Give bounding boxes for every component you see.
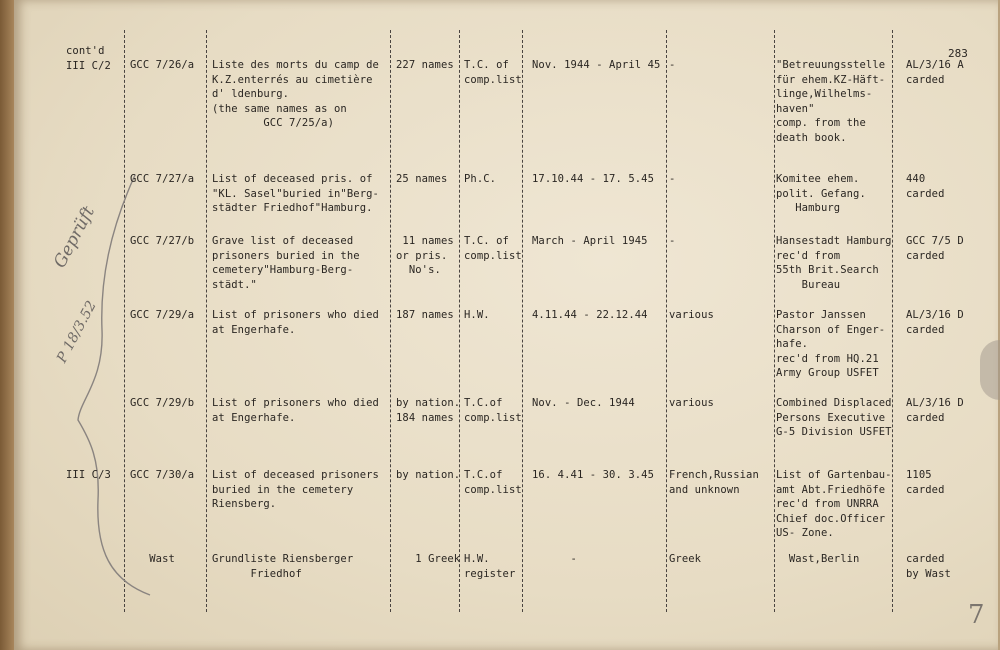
column-rule	[666, 30, 667, 612]
cell-nationality: -	[669, 235, 676, 247]
cell-count: by nation. 184 names	[396, 397, 461, 424]
cell-source: Wast,Berlin	[776, 553, 860, 565]
page-number: 283	[948, 47, 968, 60]
cell-remarks: AL/3/16 A carded	[906, 59, 964, 86]
cell-reference: GCC 7/27/a	[130, 173, 195, 185]
cell-nationality: -	[669, 173, 676, 185]
cell-reference: GCC 7/30/a	[130, 469, 195, 481]
book-binding-edge	[0, 0, 14, 650]
cell-remarks: AL/3/16 D carded	[906, 309, 964, 336]
cell-nationality: various	[669, 397, 714, 409]
cell-document-type: T.C. of comp.list	[464, 59, 522, 86]
cell-period: Nov. 1944 - April 45	[532, 59, 661, 71]
cell-nationality: various	[669, 309, 714, 321]
cell-reference: GCC 7/29/b	[130, 397, 195, 409]
pencil-note-date: P 18/3.52	[54, 298, 100, 366]
column-rule	[459, 30, 460, 612]
cell-document-type: H.W. register	[464, 553, 516, 580]
cell-source: Komitee ehem. polit. Gefang. Hamburg	[776, 173, 866, 214]
column-rule	[206, 30, 207, 612]
cell-count: 11 names or pris. No's.	[396, 235, 454, 276]
cell-description: List of deceased prisoners buried in the cemetery Riensberg.	[212, 469, 379, 510]
column-rule	[774, 30, 775, 612]
cell-reference: GCC 7/27/b	[130, 235, 195, 247]
cell-reference: GCC 7/29/a	[130, 309, 195, 321]
cell-count: 227 names	[396, 59, 454, 71]
cell-count: 1 Greek	[396, 553, 461, 565]
cell-description: Grundliste Riensberger Friedhof	[212, 553, 354, 580]
cell-description: Liste des morts du camp de K.Z.enterrés au cimetière d' ldenburg. (the same names as on GCC 7/25/a)	[212, 59, 379, 129]
cell-count: 187 names	[396, 309, 454, 321]
column-rule	[522, 30, 523, 612]
pencil-note-checked: Geprüft	[50, 203, 99, 272]
ledger-page	[14, 0, 998, 650]
cell-source: List of Gartenbau- amt Abt.Friedhöfe rec'd from UNRRA Chief doc.Officer US- Zone.	[776, 469, 892, 539]
cell-description: List of prisoners who died at Engerhafe.	[212, 309, 379, 336]
cell-reference: GCC 7/26/a	[130, 59, 195, 71]
column-rule	[390, 30, 391, 612]
cell-remarks: 440 carded	[906, 173, 945, 200]
cell-document-type: Ph.C.	[464, 173, 497, 185]
cell-description: List of deceased pris. of "KL. Sasel"buried in"Berg- städter Friedhof"Hamburg.	[212, 173, 379, 214]
cell-section: cont'd III C/2	[66, 45, 111, 72]
cell-source: Hansestadt Hamburg rec'd from 55th Brit.Search Bureau	[776, 235, 892, 291]
cell-document-type: T.C. of comp.list	[464, 235, 522, 262]
cell-nationality: Greek	[669, 553, 702, 565]
cell-remarks: GCC 7/5 D carded	[906, 235, 964, 262]
corner-mark: 7	[968, 600, 985, 630]
cell-description: List of prisoners who died at Engerhafe.	[212, 397, 379, 424]
cell-remarks: carded by Wast	[906, 553, 951, 580]
cell-remarks: AL/3/16 D carded	[906, 397, 964, 424]
cell-source: Pastor Janssen Charson of Enger- hafe. rec'd from HQ.21 Army Group USFET	[776, 309, 886, 379]
cell-period: 16. 4.41 - 30. 3.45	[532, 469, 655, 481]
cell-remarks: 1105 carded	[906, 469, 945, 496]
cell-period: 17.10.44 - 17. 5.45	[532, 173, 655, 185]
cell-period: Nov. - Dec. 1944	[532, 397, 635, 409]
page-clip	[980, 340, 1000, 400]
cell-period: -	[532, 553, 577, 565]
cell-reference: Wast	[130, 553, 175, 565]
cell-count: by nation.	[396, 469, 461, 481]
cell-nationality: French,Russian and unknown	[669, 469, 759, 496]
cell-section: III C/3	[66, 469, 111, 481]
cell-source: Combined Displaced Persons Executive G-5 Division USFET	[776, 397, 892, 438]
column-rule	[892, 30, 893, 612]
cell-nationality: -	[669, 59, 676, 71]
cell-document-type: T.C.of comp.list	[464, 397, 522, 424]
cell-source: "Betreuungsstelle für ehem.KZ-Häft- linge,Wilhelms- haven" comp. from the death book.	[776, 59, 886, 144]
cell-document-type: H.W.	[464, 309, 490, 321]
cell-period: 4.11.44 - 22.12.44	[532, 309, 648, 321]
cell-period: March - April 1945	[532, 235, 648, 247]
cell-description: Grave list of deceased prisoners buried in the cemetery"Hamburg-Berg- städt."	[212, 235, 360, 291]
cell-document-type: T.C.of comp.list	[464, 469, 522, 496]
cell-count: 25 names	[396, 173, 448, 185]
